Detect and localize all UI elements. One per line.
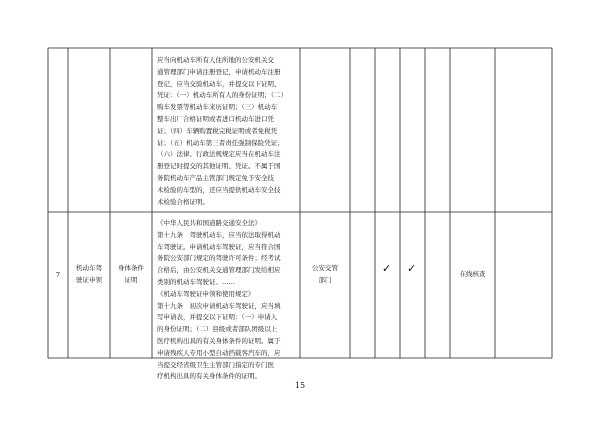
text-line: 车驾驶证。申请机动车驾驶证，应当符合国 <box>157 242 281 251</box>
text-line: 整车出厂合格证明或者进口机动车进口凭 <box>157 114 274 123</box>
text-line: 登记，应当交验机动车，并提交以下证明、 <box>157 79 281 88</box>
text-line: 证明 <box>124 275 138 284</box>
verification-method: 在线核查 <box>459 270 486 278</box>
text-line: 机动车驾 <box>76 264 102 272</box>
text-line: 的身份证明；（二）县级或者部队团级以上 <box>157 325 278 334</box>
basis-text-top <box>157 55 287 208</box>
text-line: 证；（四）车辆购置税完税证明或者免税凭 <box>157 126 278 135</box>
text-line: 《机动车驾驶证申领和使用规定》 <box>157 289 255 298</box>
text-line: 第十九条 初次申请机动车驾驶证，应当填 <box>157 301 281 310</box>
page-number: 15 <box>294 381 306 390</box>
text-line: 部门 <box>318 275 332 284</box>
text-line: 凭证：（一）机动车所有人的身份证明；（二） <box>157 91 287 100</box>
material-name <box>110 263 152 287</box>
text-line: 术检验的车型的，还应当提供机动车安全技 <box>157 185 281 194</box>
text-line: 公安交管 <box>312 264 338 272</box>
department <box>300 263 350 287</box>
text-line: 医疗机构出具的有关身体条件的证明。属于 <box>157 336 281 345</box>
text-line: 写申请表，并提交以下证明：（一）申请人 <box>157 313 278 322</box>
text-line: 合格后，由公安机关交通管理部门发给相应 <box>157 266 281 275</box>
text-line: 应当向机动车所有人住所地的公安机关交 <box>157 56 274 64</box>
text-line: 疗机构出具的有关身体条件的证明。 <box>157 372 261 381</box>
text-line: 购车发票等机动车来历证明；（三）机动车 <box>157 103 278 112</box>
text-line: 通管理部门申请注册登记，申请机动车注册 <box>157 67 281 76</box>
check-mark-icon: ✓ <box>407 262 417 275</box>
item-name <box>68 263 110 287</box>
text-line: 身体条件 <box>118 264 144 272</box>
row-index: 7 <box>55 271 61 279</box>
text-line: 务院机动车产品主管部门规定免予安全技 <box>157 173 274 182</box>
text-line: 申请残疾人专用小型自动挡载客汽车的，应 <box>157 348 281 357</box>
text-line: （六）法律、行政法规规定应当在机动车注 <box>157 150 281 159</box>
basis-text-row7 <box>157 218 281 383</box>
text-line: 《中华人民共和国道路交通安全法》 <box>157 219 261 227</box>
text-line: 术检验合格证明。 <box>157 197 209 206</box>
text-line: 驶证申领 <box>76 275 102 284</box>
text-line: 第十九条 驾驶机动车，应当依法取得机动 <box>157 230 281 239</box>
text-line: 类别的机动车驾驶证。…… <box>157 277 235 286</box>
text-line: 务院公安部门规定的驾驶许可条件；经考试 <box>157 254 281 263</box>
check-mark-icon: ✓ <box>382 262 392 275</box>
text-line: 册登记时提交的其他证明、凭证。不属于国 <box>157 162 281 171</box>
text-line: 证；（五）机动车第三者责任强制保险凭证； <box>157 138 284 147</box>
text-line: 当提交经省级卫生主管部门指定的专门医 <box>157 360 274 369</box>
